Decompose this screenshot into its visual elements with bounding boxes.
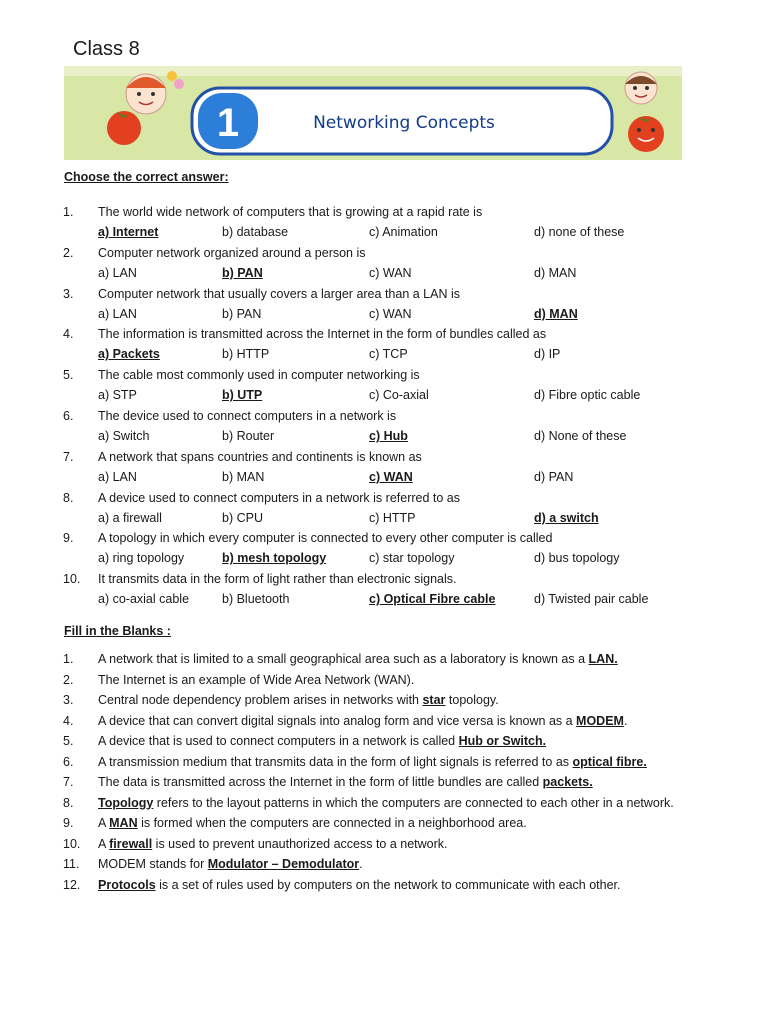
item-text <box>98 714 627 728</box>
option: a) a firewall <box>98 510 162 525</box>
item-text <box>98 652 618 666</box>
item-number: 3. <box>63 693 74 707</box>
correct-option: a) Internet <box>98 225 159 239</box>
option: d) bus topology <box>534 551 620 566</box>
question-text: A topology in which every computer is connected to every other computer is called <box>98 531 553 546</box>
option: a) LAN <box>98 469 137 484</box>
blank-answer: LAN. <box>588 652 618 666</box>
cartoon-kid-right-icon <box>625 72 657 104</box>
item-text <box>98 693 499 707</box>
blank-answer: Hub or Switch. <box>458 734 547 748</box>
item-pre-text: A network that is limited to a small geographical area such as a laboratory is known as a <box>98 652 589 666</box>
question-text: The information is transmitted across the Internet in the form of bundles called as <box>98 327 547 342</box>
item-pre-text: The Internet is an example of Wide Area Network (WAN). <box>98 672 415 687</box>
item-pre-text: A <box>98 836 110 851</box>
question-number: 10. <box>63 572 81 587</box>
blank-answer: MAN <box>109 816 138 830</box>
item-pre-text: A <box>98 816 110 830</box>
correct-option: b) PAN <box>222 265 263 280</box>
item-post-text: . <box>623 713 628 728</box>
option: d) PAN <box>534 469 574 484</box>
option: d) None of these <box>534 429 627 443</box>
item-number: 1. <box>63 652 74 666</box>
option: b) PAN <box>222 306 262 321</box>
option: d) Fibre optic cable <box>534 388 641 403</box>
option: a) co-axial cable <box>98 592 190 607</box>
item-number: 12. <box>63 877 81 892</box>
item-number: 8. <box>63 795 74 810</box>
question-text: Computer network that usually covers a larger area than a LAN is <box>98 286 460 301</box>
option: d) Twisted pair cable <box>534 592 649 607</box>
chapter-title: Networking Concepts <box>313 113 495 133</box>
option: b) Router <box>222 429 275 443</box>
option: d) MAN <box>534 265 577 280</box>
item-pre-text: MODEM stands for <box>98 857 208 871</box>
correct-option: d) a switch <box>534 510 599 525</box>
item-text <box>98 775 593 789</box>
correct-option: b) UTP <box>222 388 263 403</box>
option: b) CPU <box>222 510 263 525</box>
item-post-text: . <box>359 857 363 871</box>
question-text: A network that spans countries and continents is known as <box>98 449 422 464</box>
blank-answer: Modulator – Demodulator <box>207 857 360 871</box>
item-pre-text: A device that can convert digital signals into analog form and vice versa is known as a <box>98 713 577 728</box>
question-text: The cable most commonly used in computer networking is <box>98 368 420 383</box>
blank-answer: star <box>422 693 446 707</box>
item-number: 5. <box>63 734 74 748</box>
fill-blanks-heading: Fill in the Blanks : <box>64 624 171 638</box>
option: a) LAN <box>98 306 137 321</box>
item-number: 9. <box>63 816 74 830</box>
option: c) WAN <box>369 306 412 321</box>
question-number: 7. <box>63 449 74 464</box>
item-text <box>98 816 527 830</box>
tomato-right-icon <box>628 116 664 152</box>
chapter-banner <box>64 66 682 160</box>
option: c) star topology <box>369 551 455 566</box>
question-text: The world wide network of computers that is growing at a rapid rate is <box>98 205 483 219</box>
option: c) HTTP <box>369 510 416 525</box>
option: d) none of these <box>534 225 625 239</box>
item-number: 6. <box>63 754 74 769</box>
blank-answer: Protocols <box>98 877 156 892</box>
question-number: 3. <box>63 286 74 301</box>
option: c) WAN <box>369 265 412 280</box>
correct-option: d) MAN <box>534 306 578 321</box>
item-text <box>98 673 414 687</box>
question-number: 2. <box>63 245 74 260</box>
item-pre-text: A device that is used to connect computers in a network is called <box>98 734 459 748</box>
blank-answer: firewall <box>109 836 153 851</box>
item-post-text: is formed when the computers are connected in a neighborhood area. <box>137 816 527 830</box>
item-text <box>98 796 674 810</box>
item-text <box>98 837 448 851</box>
correct-option: c) WAN <box>369 469 413 484</box>
blank-answer: packets. <box>542 775 593 789</box>
option: b) Bluetooth <box>222 592 290 607</box>
question-text: A device used to connect computers in a network is referred to as <box>98 490 460 505</box>
blank-answer: MODEM <box>576 713 624 728</box>
option: b) HTTP <box>222 347 270 362</box>
question-number: 5. <box>63 368 74 383</box>
item-post-text: topology. <box>445 693 499 707</box>
option: c) Animation <box>369 225 438 239</box>
item-text <box>98 878 620 892</box>
item-number: 11. <box>63 857 80 871</box>
item-pre-text: A transmission medium that transmits data in the form of light signals is referred to as <box>98 754 573 769</box>
item-number: 2. <box>63 672 74 687</box>
question-number: 8. <box>63 490 74 505</box>
question-number: 1. <box>63 205 74 219</box>
item-number: 10. <box>63 836 81 851</box>
correct-option: a) Packets <box>98 347 160 362</box>
blank-answer: Topology <box>98 795 154 810</box>
option: c) Co-axial <box>369 388 429 403</box>
option: a) LAN <box>98 265 137 280</box>
question-number: 6. <box>63 409 74 423</box>
correct-option: c) Optical Fibre cable <box>369 592 496 607</box>
question-number: 4. <box>63 327 74 342</box>
question-text: Computer network organized around a person is <box>98 245 366 260</box>
item-post-text: is a set of rules used by computers on the network to communicate with each other. <box>155 877 621 892</box>
option: b) MAN <box>222 469 265 484</box>
item-post-text: refers to the layout patterns in which the computers are connected to each other in a network. <box>153 795 674 810</box>
question-number: 9. <box>63 531 74 546</box>
question-text: It transmits data in the form of light rather than electronic signals. <box>98 572 457 587</box>
blank-answer: optical fibre. <box>572 754 647 769</box>
item-text <box>98 734 546 748</box>
option: a) Switch <box>98 429 150 443</box>
option: a) STP <box>98 388 137 403</box>
tomato-left-icon <box>107 111 141 145</box>
item-text <box>98 857 363 871</box>
option: a) ring topology <box>98 551 185 566</box>
item-pre-text: Central node dependency problem arises in networks with <box>98 693 423 707</box>
correct-option: b) mesh topology <box>222 551 327 566</box>
chapter-number: 1 <box>216 101 240 145</box>
class-title: Class 8 <box>73 38 140 60</box>
mcq-heading: Choose the correct answer: <box>64 170 229 184</box>
item-post-text: is used to prevent unauthorized access to a network. <box>152 836 448 851</box>
question-text: The device used to connect computers in a network is <box>98 409 397 423</box>
correct-option: c) Hub <box>369 429 408 443</box>
option: c) TCP <box>369 347 408 362</box>
option: b) database <box>222 225 289 239</box>
item-number: 4. <box>63 713 74 728</box>
option: d) IP <box>534 347 561 362</box>
item-number: 7. <box>63 775 74 789</box>
item-pre-text: The data is transmitted across the Internet in the form of little bundles are called <box>98 775 543 789</box>
item-text <box>98 755 647 769</box>
